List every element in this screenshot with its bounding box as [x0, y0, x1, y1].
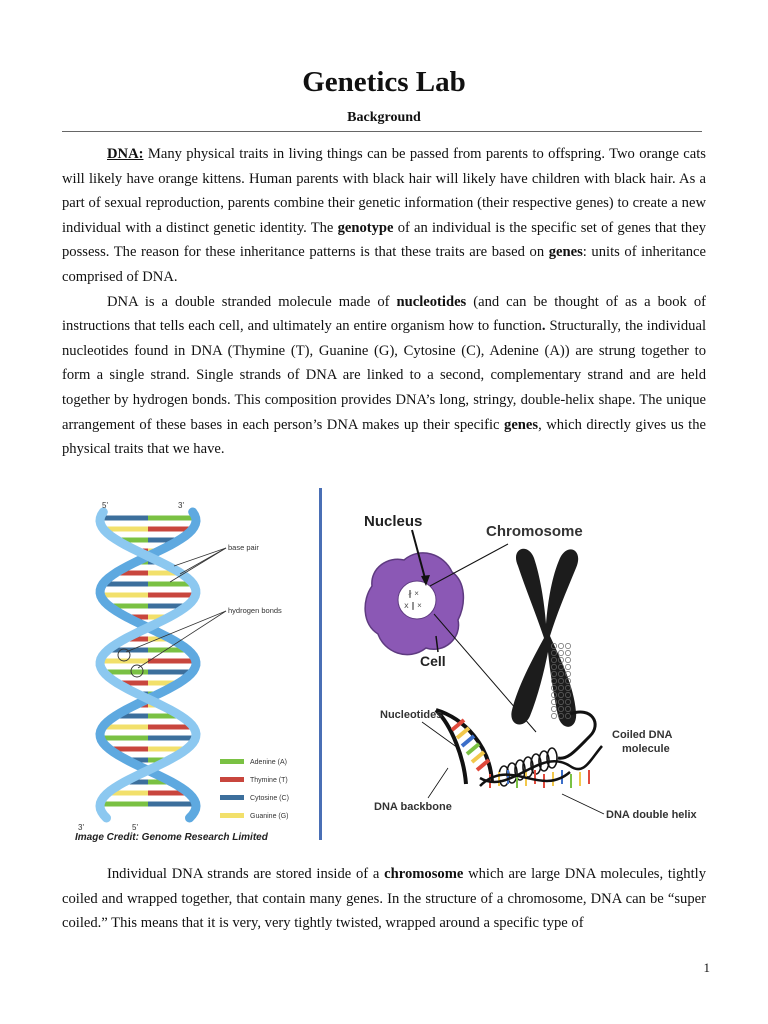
hydrogen-bonds-label: hydrogen bonds [228, 606, 282, 615]
chromatin-loop [565, 657, 570, 662]
image-credit: Image Credit: Genome Research Limited [75, 832, 268, 843]
base-legend [220, 759, 289, 820]
legend-label: Adenine (A) [250, 759, 287, 766]
chromatin-loop [558, 650, 563, 655]
chromatin-loop [565, 664, 570, 669]
figure-divider [319, 488, 322, 840]
dna-helix-figure [70, 494, 310, 848]
pointer-line [428, 768, 448, 798]
chromatin-loop [565, 650, 570, 655]
strand-end-label: 5' [132, 823, 138, 832]
strand-end-label: 5' [102, 501, 108, 510]
chromosome-label: Chromosome [486, 523, 583, 540]
nucleus-chromatin: ∦ × [408, 589, 419, 598]
dna-backbone-label: DNA backbone [374, 801, 452, 813]
nucleotide-stick [457, 728, 469, 738]
page-title: Genetics Lab [302, 66, 466, 98]
strand-end-label: 3' [78, 823, 84, 832]
text-span: Individual DNA strands are stored inside of a [107, 866, 385, 882]
paragraph-nucleotides [62, 290, 706, 462]
strand-end-label: 3' [178, 501, 184, 510]
nucleus-shape [398, 581, 436, 619]
dna-heading: DNA: [107, 146, 144, 162]
chromosome-shape [511, 549, 578, 727]
cell-label: Cell [420, 653, 446, 669]
base-pair-label: base pair [228, 543, 259, 552]
text-span: , which directly gives us the physical traits that we have. [62, 416, 706, 458]
paragraph-chromosome [62, 862, 706, 936]
chromatin-loop [551, 706, 556, 711]
nucleotides-label: Nucleotides [380, 709, 443, 721]
text-span: . [541, 318, 546, 335]
nucleus-label: Nucleus [364, 513, 423, 530]
nucleotide-stick [462, 736, 474, 746]
chromosome-figure [340, 496, 720, 836]
page-number: 1 [703, 960, 710, 975]
nucleotide-stick [472, 752, 484, 762]
coiled-dna-label: Coiled DNA [612, 729, 673, 741]
dna-double-helix-label: DNA double helix [606, 809, 697, 821]
pointer-line [562, 794, 604, 814]
section-subtitle: Background [347, 110, 421, 125]
term-chromosome: chromosome [384, 866, 464, 882]
header-divider [62, 131, 702, 132]
legend-swatch [220, 813, 244, 818]
legend-swatch [220, 777, 244, 782]
chromatin-loop [551, 713, 556, 718]
legend-label: Cytosine (C) [250, 795, 289, 802]
nucleotide-stick [467, 744, 479, 754]
text-span: (and can be thought of as a book of instructions that tells each cell, and ultimately an entire organism how to function [62, 293, 706, 335]
pointer-line [174, 548, 226, 566]
chromatin-loop [565, 643, 570, 648]
text-span: : units of inheritance comprised of DNA. [62, 244, 706, 285]
legend-label: Guanine (G) [250, 813, 289, 820]
text-span: Structurally, the individual nucleotides found in DNA (Thymine (T), Guanine (G), Cytosine (C), Adenine (A)) are strung together to form a single strand. Single strands of DNA are linked to a second, complementary strand and are held together by hydrogen bonds. This composition provides DNA’s long, stringy, double-helix shape. The unique arrangement of these bases in each person’s DNA makes up their specific [62, 318, 706, 433]
chromatin-loop [558, 643, 563, 648]
legend-swatch [220, 795, 244, 800]
pointer-line [170, 548, 226, 582]
nucleus-chromatin: ⅹ ∥ × [404, 601, 422, 610]
term-genes: genes [504, 416, 539, 433]
helix-strand [100, 512, 196, 818]
body-text-bottom [62, 862, 706, 936]
text-span: Many physical traits in living things can be passed from parents to offspring. Two orange cats will likely have orange kittens. Human parents with black hair will likely have children with black hair. As a part of sexual reproduction, parents combine their genetic information (their respective genes) to create a new individual with a distinct genetic identity. The [62, 146, 706, 236]
term-genes: genes [548, 244, 583, 261]
paragraph-dna [62, 142, 706, 290]
helix-strands [100, 512, 196, 818]
body-text-top [62, 142, 706, 462]
text-span: which are large DNA molecules, tightly coiled and wrapped together, that contain many genes. In the structure of a chromosome, DNA can be “super coiled.” This means that it is very, very tightly twisted, wrapped around a specific type of [62, 866, 706, 932]
legend-swatch [220, 759, 244, 764]
term-genotype: genotype [337, 219, 394, 236]
legend-label: Thymine (T) [250, 777, 288, 784]
coiled-dna-label: molecule [622, 743, 670, 755]
text-span: of an individual is the specific set of genes that they possess. The reason for these inheritance patterns is that these traits are based on [62, 219, 706, 261]
term-nucleotides: nucleotides [396, 293, 467, 310]
text-span: DNA is a double stranded molecule made of [107, 293, 397, 310]
